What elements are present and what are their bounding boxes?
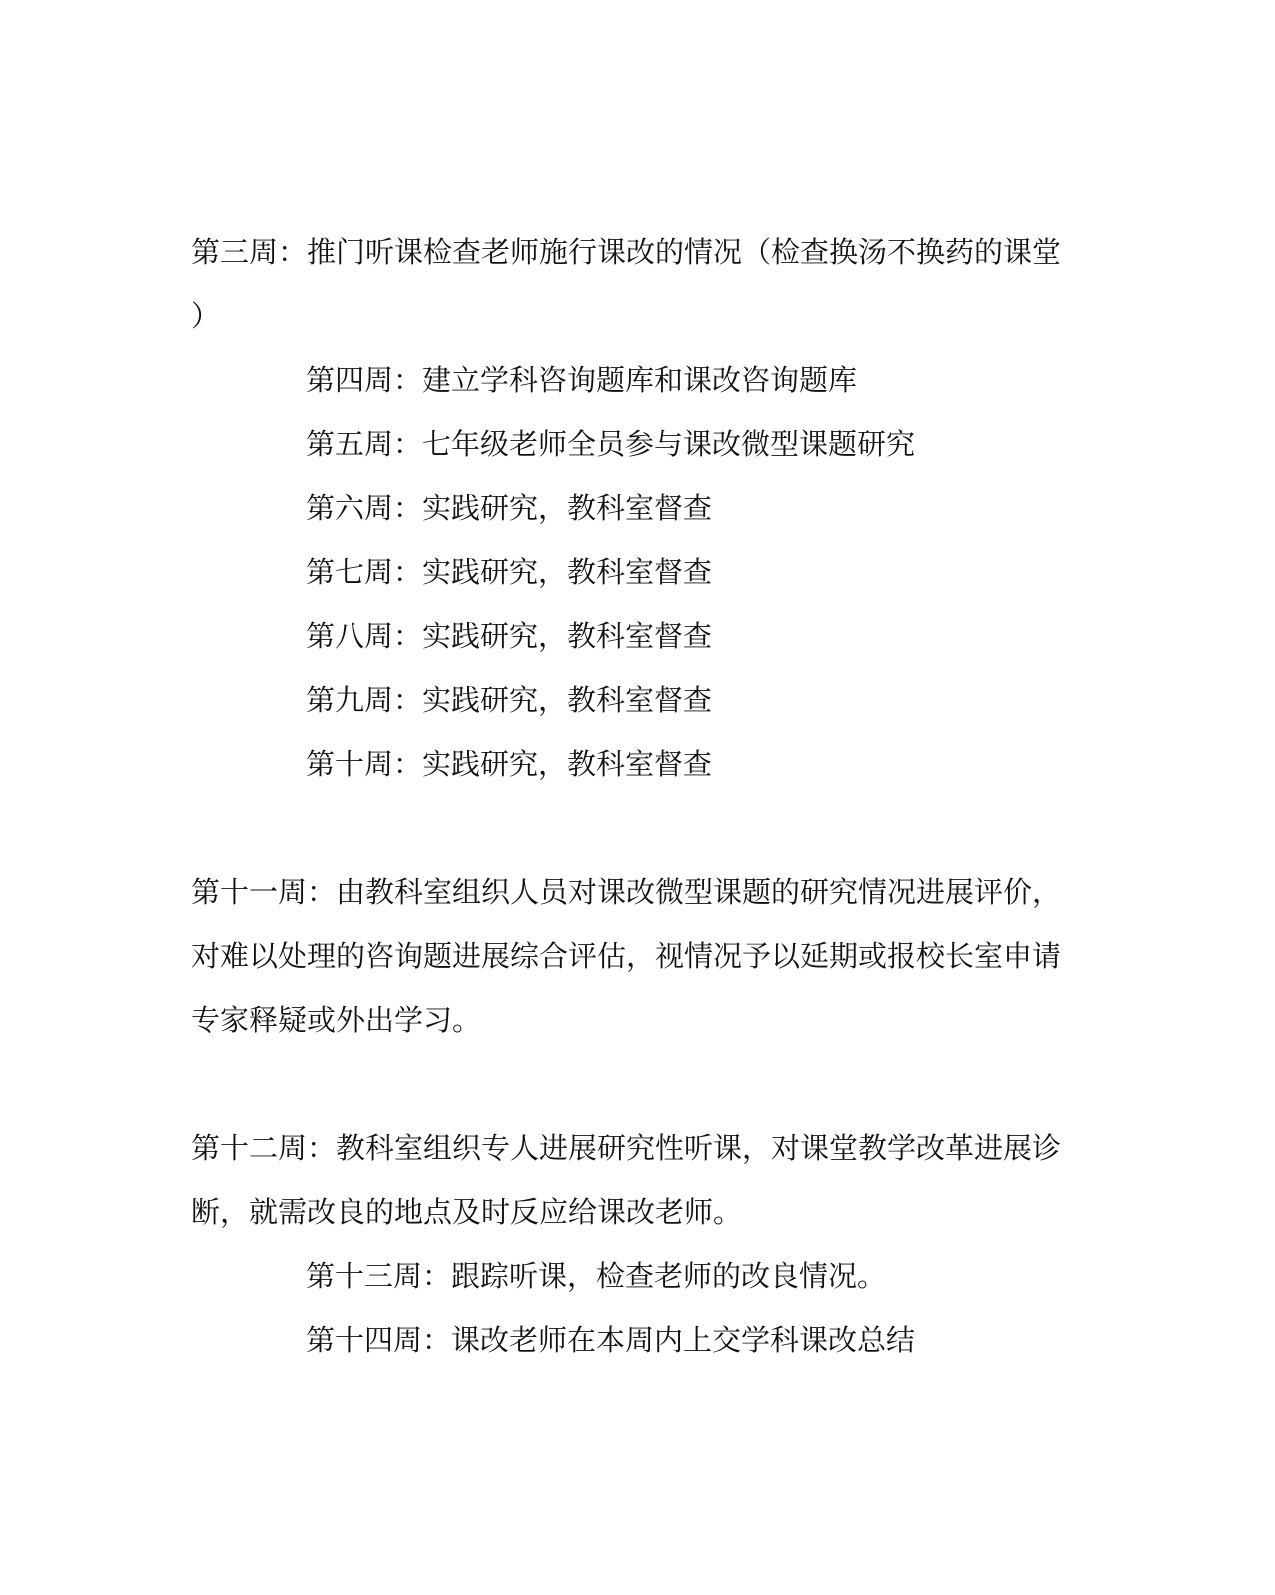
- week-9-line: 第九周：实践研究，教科室督查: [306, 683, 713, 717]
- week-11-line-1: 第十一周：由教科室组织人员对课改微型课题的研究情况进展评价，: [191, 875, 1062, 909]
- week-13-line: 第十三周：跟踪听课，检查老师的改良情况。: [306, 1259, 887, 1293]
- week-11-line-3: 专家释疑或外出学习。: [191, 1003, 482, 1037]
- week-6-line: 第六周：实践研究，教科室督查: [306, 491, 713, 525]
- week-8-line: 第八周：实践研究，教科室督查: [306, 619, 713, 653]
- week-14-line: 第十四周：课改老师在本周内上交学科课改总结: [306, 1323, 916, 1357]
- week-3-line-1: 第三周：推门听课检查老师施行课改的情况（检查换汤不换药的课堂: [191, 235, 1062, 269]
- week-5-line: 第五周：七年级老师全员参与课改微型课题研究: [306, 427, 916, 461]
- week-3-line-2: ）: [191, 299, 221, 333]
- week-10-line: 第十周：实践研究，教科室督查: [306, 747, 713, 781]
- week-4-line: 第四周：建立学科咨询题库和课改咨询题库: [306, 363, 858, 397]
- week-11-line-2: 对难以处理的咨询题进展综合评估，视情况予以延期或报校长室申请: [191, 939, 1062, 973]
- week-12-line-1: 第十二周：教科室组织专人进展研究性听课，对课堂教学改革进展诊: [191, 1131, 1062, 1165]
- week-12-line-2: 断，就需改良的地点及时反应给课改老师。: [191, 1195, 743, 1229]
- week-7-line: 第七周：实践研究，教科室督查: [306, 555, 713, 589]
